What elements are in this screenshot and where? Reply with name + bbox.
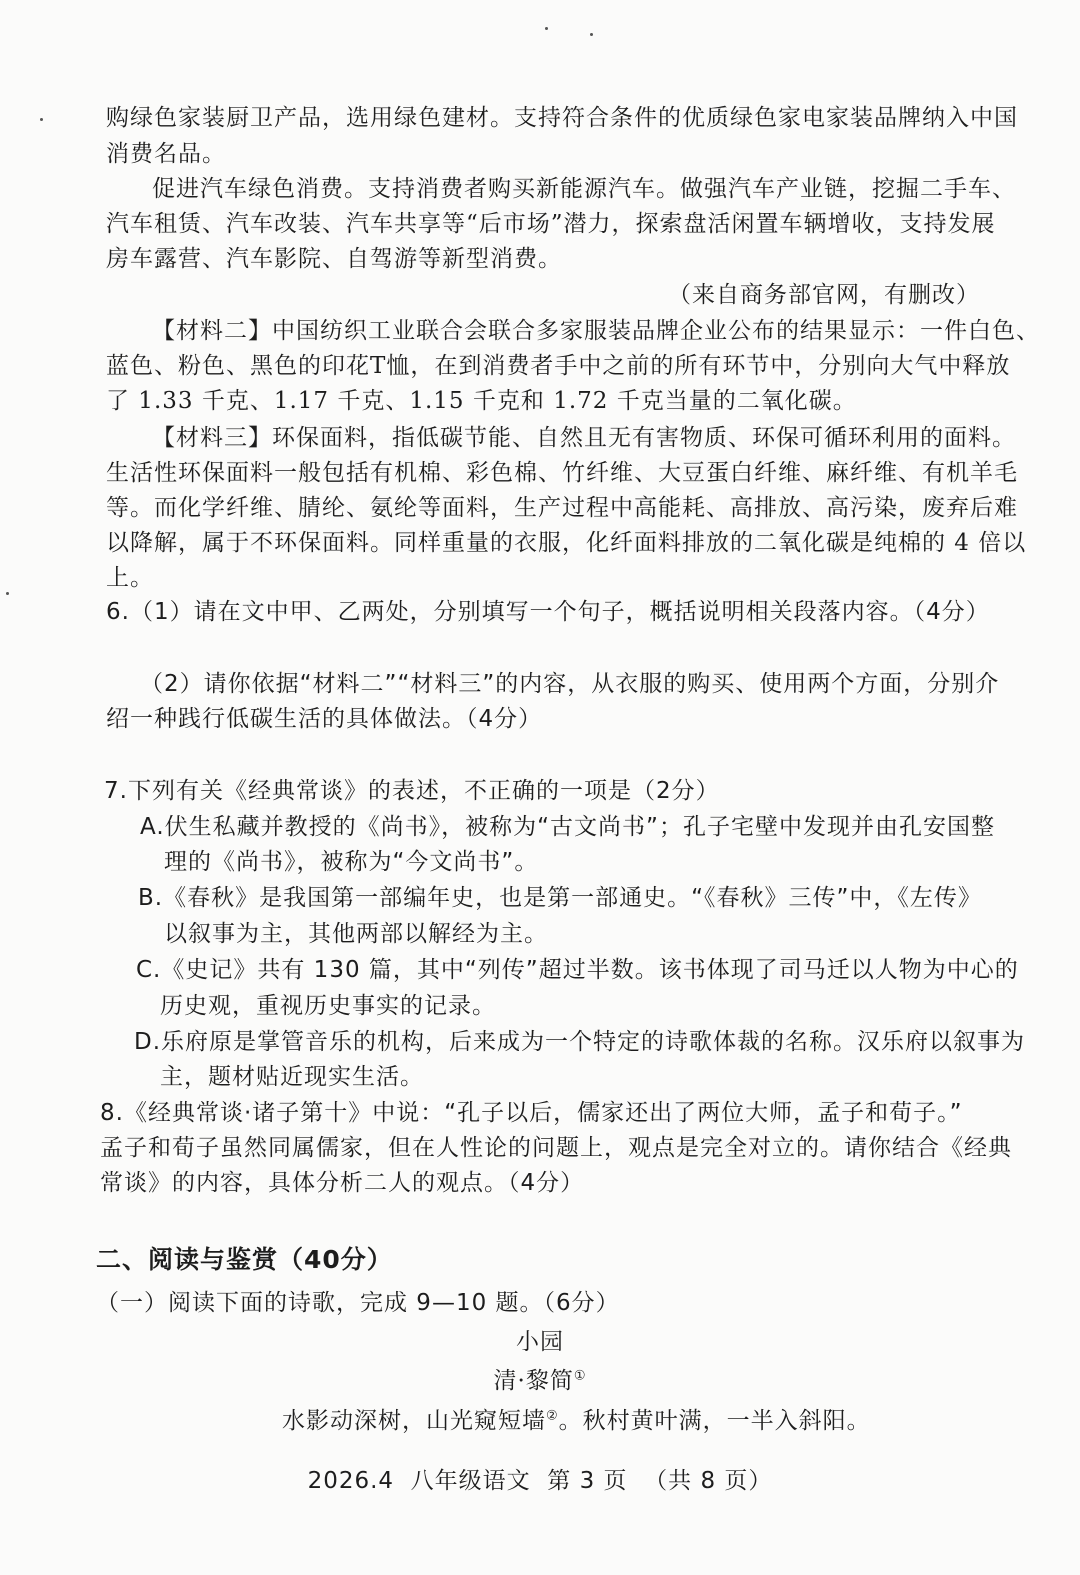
question-7-option-d: 主，题材贴近现实生活。 xyxy=(160,1064,424,1090)
question-8-line: 孟子和荀子虽然同属儒家，但在人性论的问题上，观点是完全对立的。请你结合《经典 xyxy=(100,1135,1012,1161)
material-one-source: （来自商务部官网，有删改） xyxy=(668,282,980,308)
scan-speck xyxy=(40,118,43,121)
question-7-option-c: 历史观，重视历史事实的记录。 xyxy=(160,993,496,1019)
question-7-option-b: 以叙事为主，其他两部以解经为主。 xyxy=(164,921,548,947)
material-three-line: 以降解，属于不环保面料。同样重量的衣服，化纤面料排放的二氧化碳是纯棉的 4 倍以 xyxy=(106,530,1027,556)
footnote-marker: ① xyxy=(573,1368,587,1384)
question-7-option-a: 理的《尚书》，被称为“今文尚书”。 xyxy=(164,849,539,875)
scan-speck xyxy=(6,592,9,595)
poem-author xyxy=(0,1366,1080,1396)
material-three-line: 生活性环保面料一般包括有机棉、彩色棉、竹纤维、大豆蛋白纤维、麻纤维、有机羊毛 xyxy=(106,460,1018,486)
footnote-marker: ② xyxy=(546,1408,559,1424)
question-7-stem: 7.下列有关《经典常谈》的表述，不正确的一项是（2分） xyxy=(104,778,720,804)
material-one-line: 消费名品。 xyxy=(106,141,226,167)
poem-body xyxy=(282,1406,871,1436)
material-three-line: 【材料三】环保面料，指低碳节能、自然且无有害物质、环保可循环利用的面料。 xyxy=(152,425,1016,451)
question-7-option-c: C.《史记》共有 130 篇，其中“列传”超过半数。该书体现了司马迁以人物为中心的 xyxy=(136,957,1019,983)
section-two-subtitle: （一）阅读下面的诗歌，完成 9—10 题。（6分） xyxy=(96,1290,620,1316)
material-one-line: 汽车租赁、汽车改装、汽车共享等“后市场”潜力，探索盘活闲置车辆增收，支持发展 xyxy=(106,211,996,237)
poem-body-part-2: 。秋村黄叶满，一半入斜阳。 xyxy=(558,1408,871,1434)
question-6-part-2: （2）请你依据“材料二”“材料三”的内容，从衣服的购买、使用两个方面，分别介 xyxy=(140,671,1000,697)
material-three-line: 上。 xyxy=(106,565,154,591)
material-one-line: 购绿色家装厨卫产品，选用绿色建材。支持符合条件的优质绿色家电家装品牌纳入中国 xyxy=(106,105,1018,131)
page-footer: 2026.4 八年级语文 第 3 页 （共 8 页） xyxy=(307,1468,773,1494)
poem-body-part-1: 水影动深树，山光窥短墙 xyxy=(282,1408,546,1434)
material-one-line: 房车露营、汽车影院、自驾游等新型消费。 xyxy=(106,246,562,272)
question-7-option-d: D.乐府原是掌管音乐的机构，后来成为一个特定的诗歌体裁的名称。汉乐府以叙事为 xyxy=(134,1029,1026,1055)
material-two-line: 【材料二】中国纺织工业联合会联合多家服装品牌企业公布的结果显示：一件白色、 xyxy=(152,318,1040,344)
material-one-line: 促进汽车绿色消费。支持消费者购买新能源汽车。做强汽车产业链，挖掘二手车、 xyxy=(152,176,1016,202)
material-three-line: 等。而化学纤维、腈纶、氨纶等面料，生产过程中高能耗、高排放、高污染，废弃后难 xyxy=(106,495,1018,521)
question-8-line: 8.《经典常谈·诸子第十》中说：“孔子以后，儒家还出了两位大师，孟子和荀子。” xyxy=(100,1100,963,1126)
question-6-part-2: 绍一种践行低碳生活的具体做法。（4分） xyxy=(106,706,543,732)
material-two-line: 了 1.33 千克、1.17 千克、1.15 千克和 1.72 千克当量的二氧化碳。 xyxy=(106,388,857,414)
scan-speck xyxy=(590,33,593,36)
section-two-title: 二、阅读与鉴赏（40分） xyxy=(96,1245,393,1274)
material-two-line: 蓝色、粉色、黑色的印花T恤，在到消费者手中之前的所有环节中，分别向大气中释放 xyxy=(106,353,1011,379)
scan-speck xyxy=(545,27,548,30)
question-7-option-b: B.《春秋》是我国第一部编年史，也是第一部通史。“《春秋》三传”中，《左传》 xyxy=(138,885,982,911)
question-8-line: 常谈》的内容，具体分析二人的观点。（4分） xyxy=(100,1170,585,1196)
poem-author-name: 清·黎简 xyxy=(493,1368,574,1394)
question-7-option-a: A.伏生私藏并教授的《尚书》，被称为“古文尚书”；孔子宅壁中发现并由孔安国整 xyxy=(140,814,995,840)
question-6-part-1: 6.（1）请在文中甲、乙两处，分别填写一个句子，概括说明相关段落内容。（4分） xyxy=(106,599,990,625)
poem-title: 小园 xyxy=(516,1329,564,1355)
